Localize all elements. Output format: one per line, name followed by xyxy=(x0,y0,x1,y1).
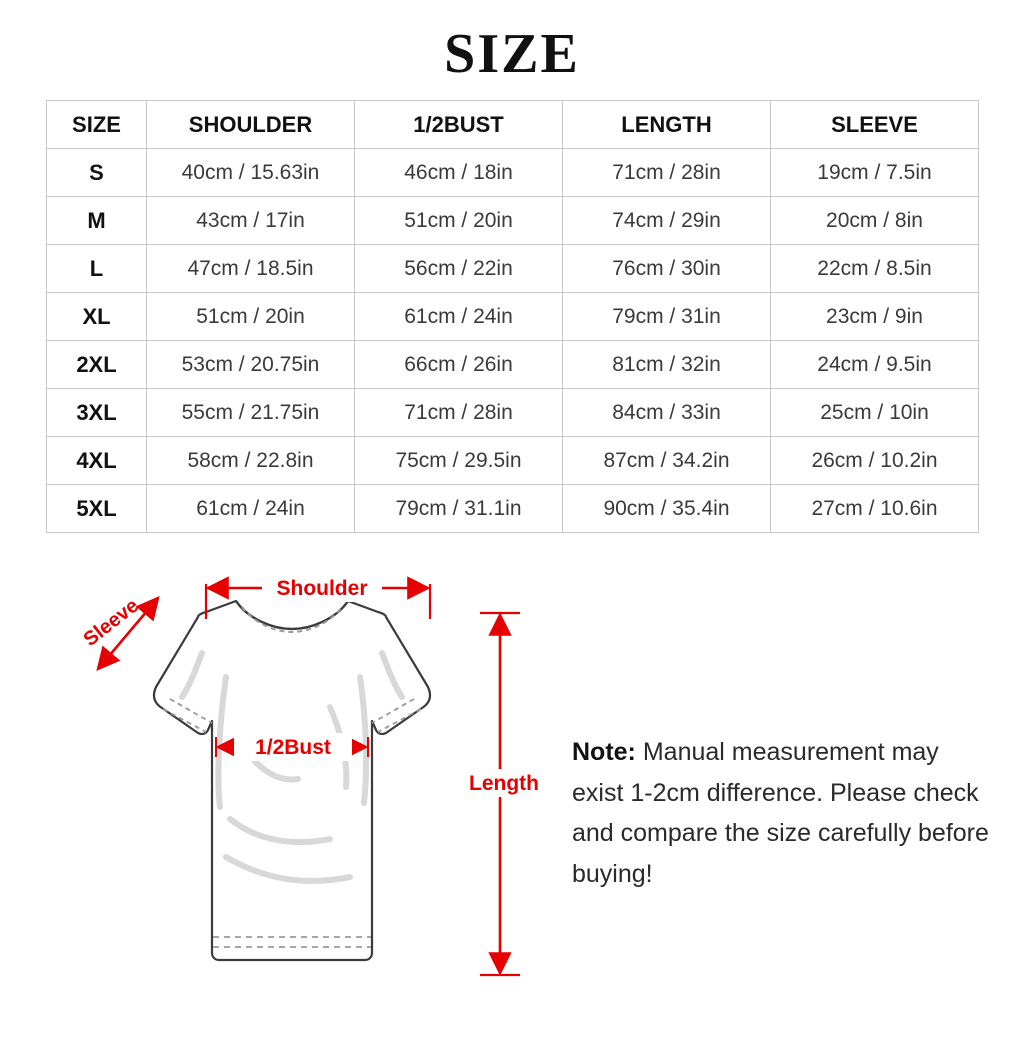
cell-length: 79cm / 31in xyxy=(563,293,771,341)
cell-size: 2XL xyxy=(47,341,147,389)
cell-bust: 61cm / 24in xyxy=(355,293,563,341)
cell-length: 74cm / 29in xyxy=(563,197,771,245)
sleeve-label: Sleeve xyxy=(79,594,144,651)
table-row xyxy=(47,149,979,197)
bust-label: 1/2Bust xyxy=(255,736,331,759)
column-header-sleeve: SLEEVE xyxy=(771,101,979,149)
cell-length: 90cm / 35.4in xyxy=(563,485,771,533)
sleeve-measure-annotation xyxy=(80,595,158,669)
cell-size: S xyxy=(47,149,147,197)
column-header-size: SIZE xyxy=(47,101,147,149)
cell-size: 5XL xyxy=(47,485,147,533)
column-header-bust: 1/2BUST xyxy=(355,101,563,149)
cell-length: 84cm / 33in xyxy=(563,389,771,437)
page-title: SIZE xyxy=(444,23,580,85)
tshirt-diagram xyxy=(30,557,539,1017)
cell-shoulder: 58cm / 22.8in xyxy=(147,437,355,485)
cell-bust: 71cm / 28in xyxy=(355,389,563,437)
table-row xyxy=(47,341,979,389)
table-row xyxy=(47,437,979,485)
cell-shoulder: 53cm / 20.75in xyxy=(147,341,355,389)
note-text: Manual measurement may exist 1-2cm difference. Please check and compare the size carefully before buying! xyxy=(572,738,989,888)
table-row xyxy=(47,197,979,245)
cell-bust: 75cm / 29.5in xyxy=(355,437,563,485)
cell-sleeve: 23cm / 9in xyxy=(771,293,979,341)
cell-length: 87cm / 34.2in xyxy=(563,437,771,485)
cell-shoulder: 47cm / 18.5in xyxy=(147,245,355,293)
column-header-length: LENGTH xyxy=(563,101,771,149)
cell-size: XL xyxy=(47,293,147,341)
table-row xyxy=(47,485,979,533)
cell-length: 71cm / 28in xyxy=(563,149,771,197)
cell-bust: 66cm / 26in xyxy=(355,341,563,389)
cell-sleeve: 24cm / 9.5in xyxy=(771,341,979,389)
size-chart-table xyxy=(46,100,979,533)
cell-shoulder: 55cm / 21.75in xyxy=(147,389,355,437)
cell-bust: 46cm / 18in xyxy=(355,149,563,197)
bust-measure-annotation xyxy=(216,733,368,761)
cell-length: 76cm / 30in xyxy=(563,245,771,293)
cell-shoulder: 61cm / 24in xyxy=(147,485,355,533)
cell-sleeve: 20cm / 8in xyxy=(771,197,979,245)
table-row xyxy=(47,389,979,437)
cell-size: M xyxy=(47,197,147,245)
cell-shoulder: 43cm / 17in xyxy=(147,197,355,245)
cell-sleeve: 22cm / 8.5in xyxy=(771,245,979,293)
cell-size: 4XL xyxy=(47,437,147,485)
length-measure-annotation xyxy=(466,613,542,975)
note-label: Note: xyxy=(572,738,636,766)
column-header-shoulder: SHOULDER xyxy=(147,101,355,149)
cell-sleeve: 25cm / 10in xyxy=(771,389,979,437)
cell-bust: 51cm / 20in xyxy=(355,197,563,245)
cell-size: L xyxy=(47,245,147,293)
length-label: Length xyxy=(469,772,539,795)
cell-bust: 56cm / 22in xyxy=(355,245,563,293)
table-row xyxy=(47,293,979,341)
note-block xyxy=(572,732,992,894)
cell-bust: 79cm / 31.1in xyxy=(355,485,563,533)
cell-shoulder: 51cm / 20in xyxy=(147,293,355,341)
cell-sleeve: 27cm / 10.6in xyxy=(771,485,979,533)
tshirt-outline-shape xyxy=(154,601,430,960)
measurement-section xyxy=(0,557,1024,1027)
table-row xyxy=(47,245,979,293)
cell-sleeve: 19cm / 7.5in xyxy=(771,149,979,197)
cell-sleeve: 26cm / 10.2in xyxy=(771,437,979,485)
table-header-row xyxy=(47,101,979,149)
cell-size: 3XL xyxy=(47,389,147,437)
shoulder-label: Shoulder xyxy=(276,577,368,600)
size-table-container xyxy=(46,100,978,533)
cell-length: 81cm / 32in xyxy=(563,341,771,389)
cell-shoulder: 40cm / 15.63in xyxy=(147,149,355,197)
